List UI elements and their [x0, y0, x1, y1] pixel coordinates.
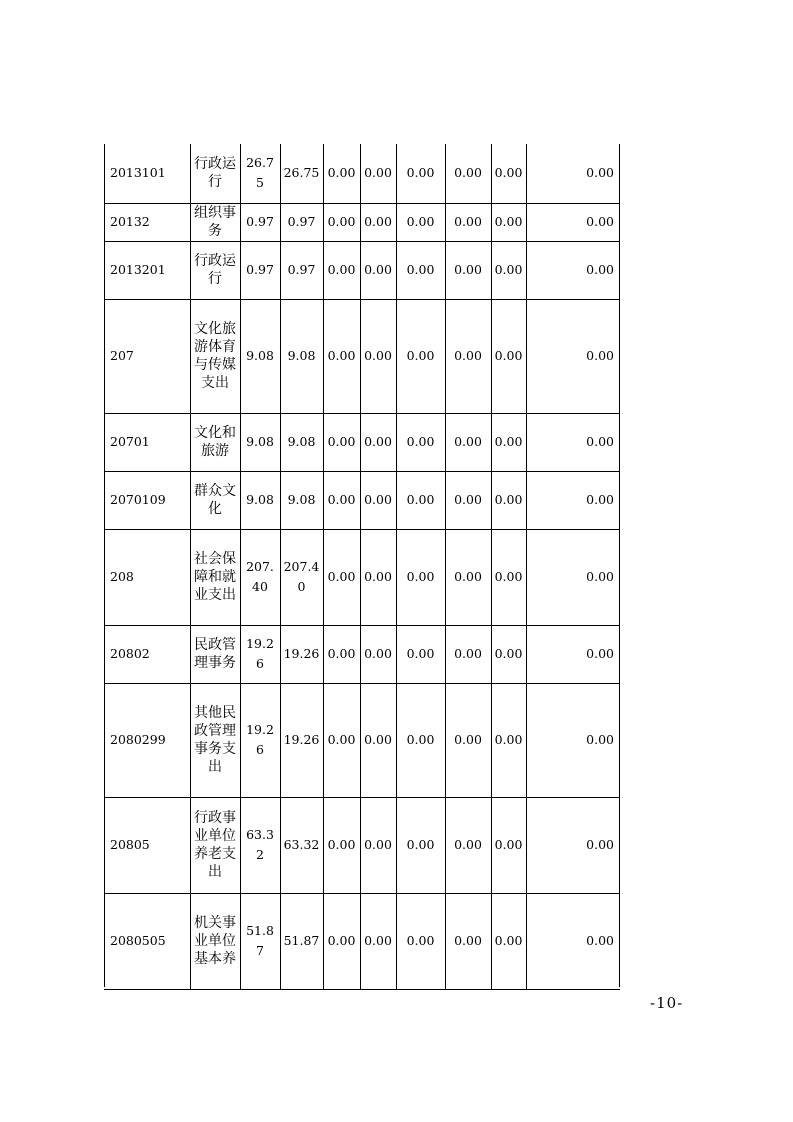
- table-row: [104, 893, 620, 989]
- row-value-8: 0.00: [526, 893, 620, 989]
- row-value-8: 0.00: [526, 299, 620, 413]
- row-code: 2080505: [104, 893, 190, 989]
- row-value-total: 51.87: [240, 893, 280, 989]
- row-code: 20802: [104, 625, 190, 683]
- row-value-total: 9.08: [240, 471, 280, 529]
- row-value-3: 0.00: [323, 797, 360, 893]
- row-code: 207: [104, 299, 190, 413]
- row-value-4: 0.00: [360, 529, 396, 625]
- row-value-8: 0.00: [526, 471, 620, 529]
- row-value-total: 26.75: [240, 144, 280, 203]
- row-value-4: 0.00: [360, 683, 396, 797]
- row-value-total: 19.26: [240, 683, 280, 797]
- row-value-6: 0.00: [445, 529, 491, 625]
- row-value-6: 0.00: [445, 893, 491, 989]
- row-code: 208: [104, 529, 190, 625]
- table-row: [104, 683, 620, 797]
- row-value-7: 0.00: [491, 471, 526, 529]
- row-value-total: 207.40: [240, 529, 280, 625]
- row-value-4: 0.00: [360, 413, 396, 471]
- row-value-8: 0.00: [526, 144, 620, 203]
- row-value-basic: 9.08: [280, 471, 323, 529]
- row-value-3: 0.00: [323, 529, 360, 625]
- row-value-3: 0.00: [323, 413, 360, 471]
- expenditure-table: [104, 144, 620, 990]
- row-value-6: 0.00: [445, 144, 491, 203]
- row-value-basic: 19.26: [280, 683, 323, 797]
- row-value-5: 0.00: [396, 471, 445, 529]
- row-code: 2080299: [104, 683, 190, 797]
- row-value-3: 0.00: [323, 299, 360, 413]
- row-value-5: 0.00: [396, 299, 445, 413]
- row-value-3: 0.00: [323, 241, 360, 299]
- row-value-3: 0.00: [323, 683, 360, 797]
- table-row: [104, 471, 620, 529]
- row-value-3: 0.00: [323, 625, 360, 683]
- table-row: [104, 299, 620, 413]
- row-code: 2070109: [104, 471, 190, 529]
- table-row: [104, 203, 620, 241]
- row-value-7: 0.00: [491, 413, 526, 471]
- row-value-7: 0.00: [491, 144, 526, 203]
- row-code: 2013101: [104, 144, 190, 203]
- row-value-4: 0.00: [360, 203, 396, 241]
- row-value-4: 0.00: [360, 144, 396, 203]
- row-value-6: 0.00: [445, 797, 491, 893]
- row-value-6: 0.00: [445, 683, 491, 797]
- row-value-5: 0.00: [396, 797, 445, 893]
- row-value-5: 0.00: [396, 144, 445, 203]
- row-value-8: 0.00: [526, 241, 620, 299]
- row-value-basic: 51.87: [280, 893, 323, 989]
- row-value-7: 0.00: [491, 625, 526, 683]
- row-value-3: 0.00: [323, 203, 360, 241]
- row-code: 20805: [104, 797, 190, 893]
- row-value-7: 0.00: [491, 893, 526, 989]
- row-value-total: 9.08: [240, 299, 280, 413]
- row-value-5: 0.00: [396, 625, 445, 683]
- row-value-7: 0.00: [491, 241, 526, 299]
- row-value-6: 0.00: [445, 625, 491, 683]
- table-row: [104, 529, 620, 625]
- row-value-5: 0.00: [396, 203, 445, 241]
- row-value-7: 0.00: [491, 797, 526, 893]
- row-value-4: 0.00: [360, 893, 396, 989]
- row-value-6: 0.00: [445, 299, 491, 413]
- row-name: 文化和旅游: [190, 413, 240, 471]
- row-value-5: 0.00: [396, 413, 445, 471]
- row-value-8: 0.00: [526, 797, 620, 893]
- row-value-total: 0.97: [240, 203, 280, 241]
- row-value-4: 0.00: [360, 625, 396, 683]
- row-value-8: 0.00: [526, 529, 620, 625]
- row-code: 20701: [104, 413, 190, 471]
- row-value-basic: 26.75: [280, 144, 323, 203]
- row-value-3: 0.00: [323, 144, 360, 203]
- row-value-total: 63.32: [240, 797, 280, 893]
- row-code: 20132: [104, 203, 190, 241]
- table-row: [104, 797, 620, 893]
- page-number: -10-: [650, 994, 684, 1012]
- row-value-total: 19.26: [240, 625, 280, 683]
- row-value-4: 0.00: [360, 471, 396, 529]
- row-name: 群众文化: [190, 471, 240, 529]
- row-value-7: 0.00: [491, 529, 526, 625]
- row-name: 行政运行: [190, 241, 240, 299]
- row-name: 社会保障和就业支出: [190, 529, 240, 625]
- row-value-8: 0.00: [526, 625, 620, 683]
- row-value-basic: 19.26: [280, 625, 323, 683]
- row-value-basic: 0.97: [280, 203, 323, 241]
- row-value-8: 0.00: [526, 203, 620, 241]
- row-name: 机关事业单位基本养: [190, 893, 240, 989]
- row-value-4: 0.00: [360, 299, 396, 413]
- row-name: 行政事业单位养老支出: [190, 797, 240, 893]
- row-value-3: 0.00: [323, 893, 360, 989]
- row-value-6: 0.00: [445, 413, 491, 471]
- row-value-3: 0.00: [323, 471, 360, 529]
- row-name: 民政管理事务: [190, 625, 240, 683]
- row-value-5: 0.00: [396, 683, 445, 797]
- row-value-5: 0.00: [396, 241, 445, 299]
- row-value-8: 0.00: [526, 413, 620, 471]
- row-code: 2013201: [104, 241, 190, 299]
- row-value-6: 0.00: [445, 471, 491, 529]
- row-value-5: 0.00: [396, 529, 445, 625]
- row-value-basic: 63.32: [280, 797, 323, 893]
- row-value-6: 0.00: [445, 241, 491, 299]
- row-name: 行政运行: [190, 144, 240, 203]
- row-value-4: 0.00: [360, 797, 396, 893]
- row-value-basic: 0.97: [280, 241, 323, 299]
- row-value-basic: 9.08: [280, 299, 323, 413]
- row-value-7: 0.00: [491, 683, 526, 797]
- table-row: [104, 241, 620, 299]
- table-row: [104, 144, 620, 203]
- table-row: [104, 413, 620, 471]
- row-name: 其他民政管理事务支出: [190, 683, 240, 797]
- row-value-4: 0.00: [360, 241, 396, 299]
- row-value-7: 0.00: [491, 299, 526, 413]
- row-value-basic: 9.08: [280, 413, 323, 471]
- row-name: 组织事务: [190, 203, 240, 241]
- row-value-total: 0.97: [240, 241, 280, 299]
- row-value-7: 0.00: [491, 203, 526, 241]
- row-name: 文化旅游体育与传媒支出: [190, 299, 240, 413]
- row-value-basic: 207.40: [280, 529, 323, 625]
- row-value-5: 0.00: [396, 893, 445, 989]
- table-row: [104, 625, 620, 683]
- row-value-6: 0.00: [445, 203, 491, 241]
- row-value-total: 9.08: [240, 413, 280, 471]
- row-value-8: 0.00: [526, 683, 620, 797]
